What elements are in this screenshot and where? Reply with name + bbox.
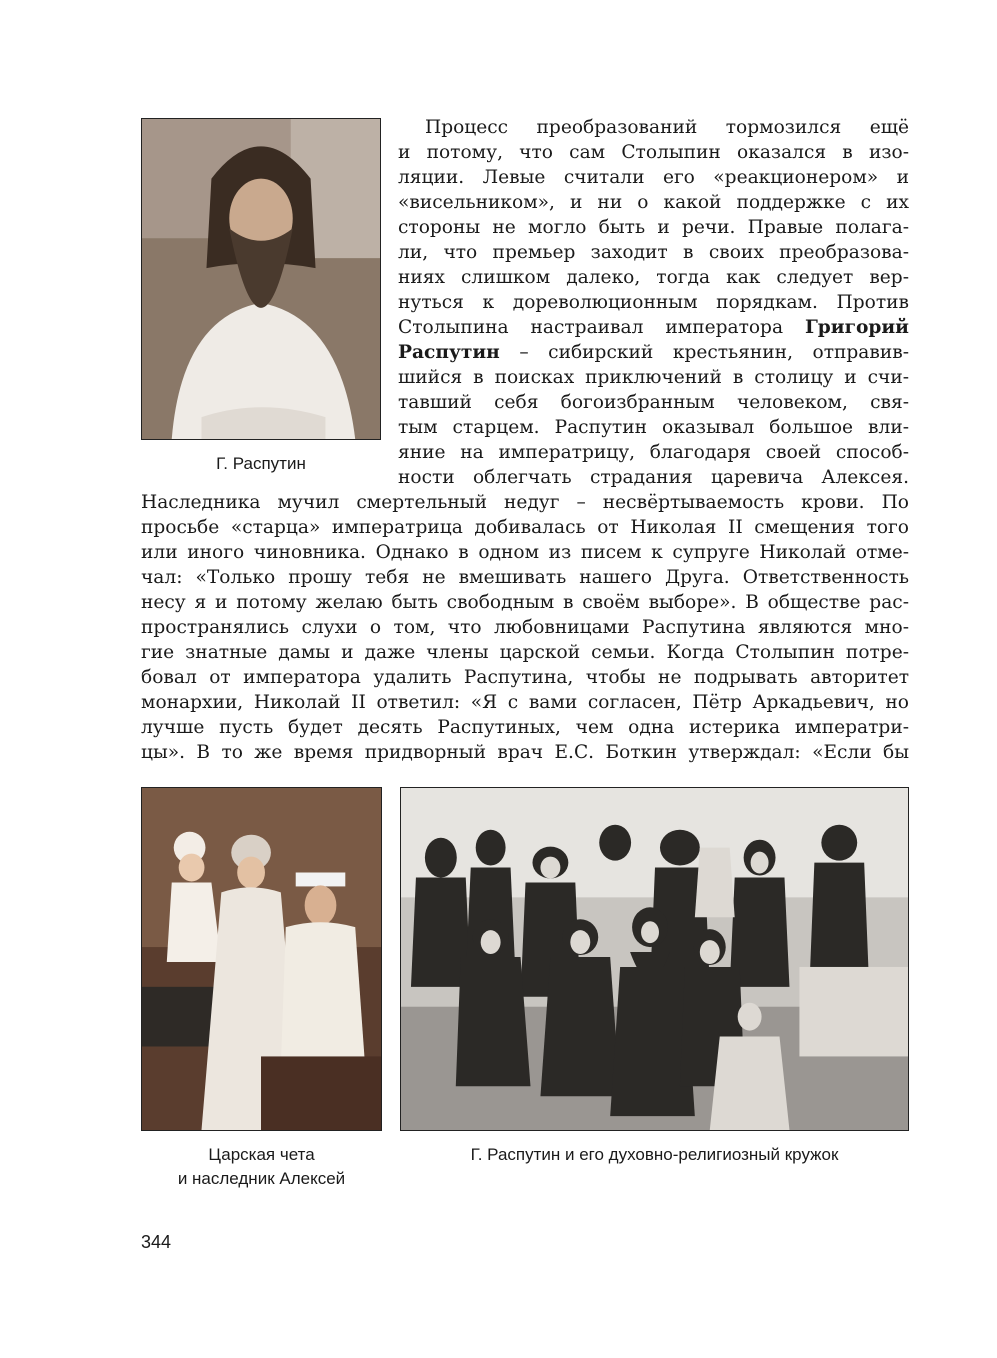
text-line: ниях слишком далеко, тогда как следует вер- [398, 267, 909, 288]
text-line [398, 315, 909, 340]
text-line: шийся в поисках приключений в столицу и счи- [398, 367, 909, 388]
rasputin-circle-photo [400, 787, 909, 1131]
text-line: или иного чиновника. Однако в одном из писем к супруге Николай отме- [141, 542, 909, 563]
text-line: и потому, что сам Столыпин оказался в изо- [398, 142, 909, 163]
text-line: стороны не могло быть и речи. Правые полага- [398, 217, 909, 238]
text-line: «висельником», и ни о какой поддержке с их [398, 192, 909, 213]
text-line: гие знатные дамы и даже члены царской семьи. Когда Столыпин потре- [141, 642, 909, 663]
caption-line: и наследник Алексей [177, 1169, 346, 1188]
text-line-part: Столыпина настраивал императора [398, 317, 784, 338]
rasputin-caption: Г. Распутин [216, 454, 306, 473]
text-line: просьбе «старца» императрица добивалась от Николая II смещения того [141, 517, 909, 538]
rasputin-portrait-photo [141, 118, 381, 440]
text-line: ности облегчать страдания царевича Алексея. [398, 467, 909, 488]
page-number: 344 [141, 1232, 172, 1252]
text-line: цы». В то же время придворный врач Е.С. Боткин утверждал: «Если бы [141, 742, 909, 763]
bold-name-first: Григорий [804, 317, 909, 338]
royal-family-caption [141, 1143, 382, 1191]
text-line: тым старцем. Распутин оказывал большое вли- [398, 417, 909, 438]
text-line: тавший себя богоизбранным человеком, свя- [398, 392, 909, 413]
text-line: пространялись слухи о том, что любовницами Распутина являются мно- [141, 617, 909, 638]
royal-family-photo [141, 787, 382, 1131]
text-line: Процесс преобразований тормозился ещё [425, 117, 909, 138]
text-line: бовал от императора удалить Распутина, чтобы не подрывать авторитет [141, 667, 909, 688]
text-line [398, 340, 909, 365]
text-line: несу я и потому желаю быть свободным в своём выборе». В обществе рас- [141, 592, 909, 613]
text-line: лучше пусть будет десять Распутиных, чем одна истерика императри- [141, 717, 909, 738]
text-line: монархии, Николай II ответил: «Я с вами согласен, Пётр Аркадьевич, но [141, 692, 909, 713]
text-line: нуться к дореволюционным порядкам. Против [398, 292, 909, 313]
text-line: Наследника мучил смертельный недуг – несвёртываемость крови. По [141, 492, 909, 513]
text-line: ляции. Левые считали его «реакционером» и [398, 167, 909, 188]
text-line: ли, что премьер заходит в своих преобразова- [398, 242, 909, 263]
right-column-text [398, 115, 909, 495]
full-width-text [141, 490, 909, 770]
text-line-part: – сибирский крестьянин, отправив- [499, 342, 909, 363]
caption-line: Царская чета [208, 1145, 315, 1164]
text-line: чал: «Только прошу тебя не вмешивать нашего Друга. Ответственность [141, 567, 909, 588]
text-line: яние на императрицу, благодаря своей способ- [398, 442, 909, 463]
circle-caption: Г. Распутин и его духовно-религиозный кружок [470, 1145, 839, 1164]
bold-name-last: Распутин [398, 342, 500, 363]
